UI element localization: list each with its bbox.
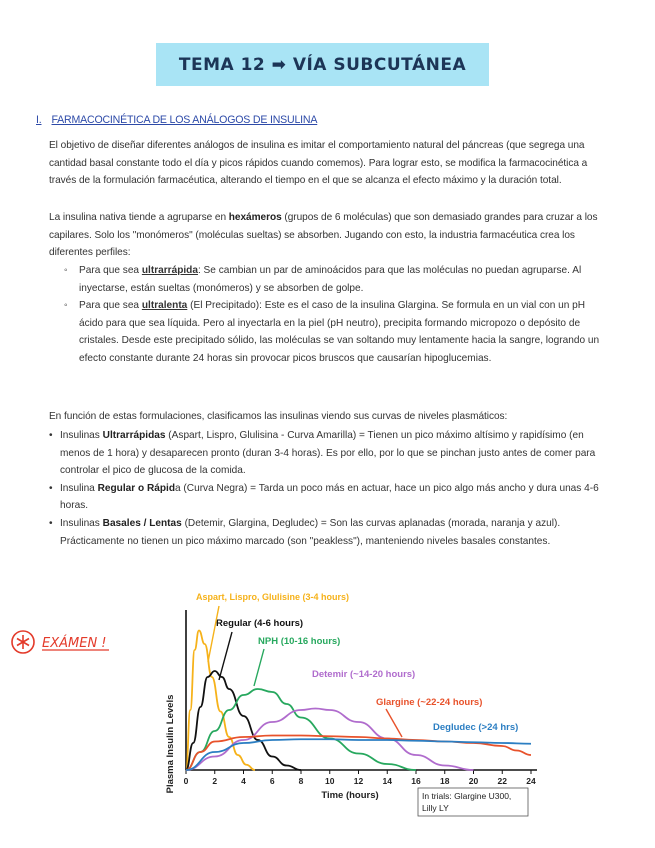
series-line-1 — [186, 671, 301, 770]
insulin-chart-svg — [146, 582, 556, 822]
x-tick-label: 8 — [298, 776, 304, 786]
x-tick-label: 0 — [183, 776, 189, 786]
asterisk-icon — [17, 635, 29, 649]
x-tick-label: 14 — [382, 776, 392, 786]
trials-note-line-1: In trials: Glargine U300, — [422, 791, 512, 801]
x-tick-label: 22 — [497, 776, 507, 786]
series-label-3: Detemir (~14-20 hours) — [312, 669, 416, 680]
x-tick-label: 2 — [212, 776, 218, 786]
pointer-nph — [254, 649, 264, 686]
x-tick-label: 12 — [353, 776, 364, 786]
chart-ylabel: Plasma Insulin Levels — [165, 694, 176, 794]
paragraph-classification: En función de estas formulaciones, clasificamos las insulinas viendo sus curvas de niveles plasmáticos: — [49, 411, 508, 422]
pointer-regular — [219, 632, 232, 680]
series-label-2: NPH (10-16 hours) — [258, 636, 341, 647]
chart-xlabel: Time (hours) — [321, 790, 379, 801]
x-tick-label: 10 — [325, 776, 335, 786]
trials-note-line-2: Lilly LY — [422, 803, 449, 813]
insulin-chart — [146, 582, 556, 822]
handwritten-exam-note — [9, 626, 129, 658]
bold-hexameros: hexámeros — [228, 212, 282, 223]
section-number: I. — [36, 114, 42, 126]
series-label-4: Glargine (~22-24 hours) — [376, 697, 483, 708]
profiles-list — [64, 262, 612, 368]
pointer-glargine — [386, 709, 402, 737]
list-item: • Insulina Regular o Rápida (Curva Negra) = Tarda un poco más en actuar, hace un pico algo más ancho y dura unas 4-6 horas. — [49, 480, 605, 515]
series-label-0: Aspart, Lispro, Glulisine (3-4 hours) — [196, 592, 350, 602]
series-line-0 — [186, 631, 255, 771]
page-title: TEMA 12 ➡ VÍA SUBCUTÁNEA — [156, 43, 489, 86]
insulin-classes-list — [49, 427, 605, 550]
section-heading — [36, 114, 317, 126]
x-tick-label: 24 — [526, 776, 536, 786]
x-tick-label: 4 — [241, 776, 246, 786]
list-item: • Insulinas Basales / Lentas (Detemir, Glargina, Degludec) = Son las curvas aplanadas (morada, naranja y azul). Prácticamente no tienen un pico máximo marcado (son "peakless"), manteniendo niveles basales constantes. — [49, 515, 605, 550]
paragraph-objective: El objetivo de diseñar diferentes análogos de insulina es imitar el comportamiento natural del páncreas (que segrega una cantidad basal constante todo el día y picos rápidos cuando comemos). Para lograr esto, se modifica la farmacocinética a través de la formulación farmacéutica, alterando el tiempo en el que se alcanza el efecto máximo y la duración total. — [49, 140, 588, 187]
list-item: • Insulinas Ultrarrápidas (Aspart, Lispro, Glulisina - Curva Amarilla) = Tienen un pico máximo altísimo y rapidísimo (en menos de 1 hora) y desaparecen pronto (duran 3-4 horas). Es por ello, por lo que se pinchan justo antes de comer para controlar el pico de glucosa de la comida. — [49, 427, 605, 480]
series-label-1: Regular (4-6 hours) — [216, 618, 304, 629]
section-title: FARMACOCINÉTICA DE LOS ANÁLOGOS DE INSULINA — [51, 114, 318, 126]
series-label-5: Degludec (>24 hrs) — [433, 722, 519, 733]
paragraph-hexamers: La insulina nativa tiende a agruparse en hexámeros (grupos de 6 moléculas) que son demasiado grandes para cruzar a los capilares. Solo los "monómeros" (moléculas sueltas) se absorben. Jugando con esto, la industria farmacéutica crea los diferentes perfiles: — [49, 212, 598, 259]
x-tick-label: 6 — [269, 776, 275, 786]
x-tick-label: 16 — [411, 776, 421, 786]
list-item: ◦ Para que sea ultralenta (El Precipitado): Este es el caso de la insulina Glargina. Se formula en un vial con un pH ácido para que sea líquida. Pero al inyectarla en la piel (pH neutro), precipita formando micropozo o depósito de cristales. Desde este precipitado sólido, las moléculas se van soltando muy lentamente hacia la sangre, logrando un efecto constante durante 24 horas sin provocar picos bruscos que causarían hipoglucemias. — [64, 297, 612, 367]
pointer-aspart — [208, 606, 219, 662]
exam-label: EXÁMEN ! — [42, 636, 107, 651]
list-item: ◦ Para que sea ultrarrápida: Se cambian un par de aminoácidos para que las moléculas no puedan agruparse. Al inyectarse, están sueltas (monómeros) y se absorben de golpe. — [64, 262, 612, 297]
x-tick-label: 20 — [468, 776, 479, 786]
x-tick-label: 18 — [440, 776, 450, 786]
